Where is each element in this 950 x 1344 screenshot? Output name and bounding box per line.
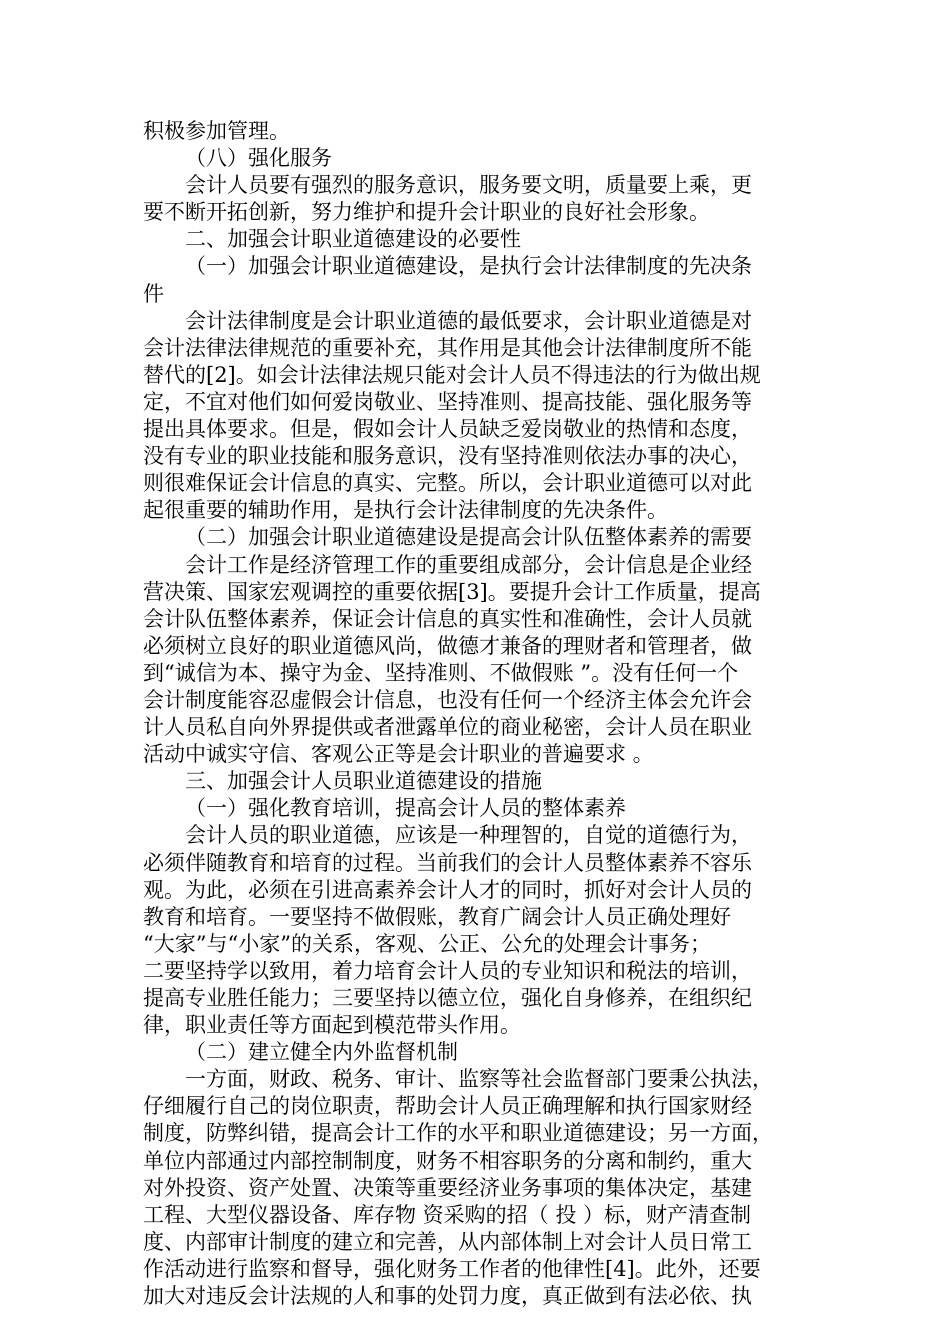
text-line: 律，职业责任等方面起到模范带头作用。: [143, 1013, 521, 1038]
text-line: 对外投资、资产处置、决策等重要经济业务事项的集体决定，基建: [143, 1175, 752, 1200]
text-line: （二）加强会计职业道德建设是提高会计队伍整体素养的需要: [185, 525, 752, 550]
text-line: 二要坚持学以致用，着力培育会计人员的专业知识和税法的培训，: [143, 958, 752, 983]
text-line: 必须树立良好的职业道德风尚，做德才兼备的理财者和管理者，做: [143, 633, 752, 658]
text-line: 提高专业胜任能力；三要坚持以德立位，强化自身修养，在组织纪: [143, 986, 752, 1010]
text-line: （八）强化服务: [185, 146, 332, 171]
text-line: 件: [143, 281, 164, 306]
text-line: 会计制度能容忍虚假会计信息，也没有任何一个经济主体会允许会: [143, 687, 752, 712]
text-line: （一）加强会计职业道德建设，是执行会计法律制度的先决条: [185, 254, 752, 279]
text-line: 教育和培育。一要坚持不做假账，教育广阔会计人员正确处理好: [143, 904, 731, 929]
text-line: 二、加强会计职业道德建设的必要性: [185, 227, 521, 252]
text-line: 制度，防弊纠错，提高会计工作的水平和职业道德建设；另一方面，: [143, 1121, 773, 1146]
text-line: 仔细履行自己的岗位职责，帮助会计人员正确理解和执行国家财经: [143, 1094, 752, 1119]
text-line: 一方面，财政、税务、审计、监察等社会监督部门要秉公执法，: [185, 1067, 773, 1092]
text-line: 会计人员的职业道德，应该是一种理智的，自觉的道德行为，: [185, 823, 752, 848]
text-line: 三、加强会计人员职业道德建设的措施: [185, 769, 542, 794]
text-line: 提出具体要求。但是，假如会计人员缺乏爱岗敬业的热情和态度，: [143, 417, 752, 442]
text-line: 会计工作是经济管理工作的重要组成部分，会计信息是企业经: [185, 552, 752, 577]
text-line: 活动中诚实守信、客观公正等是会计职业的普遍要求 。: [143, 742, 654, 767]
text-line: “大家”与“小家”的关系，客观、公正、公允的处理会计事务；: [143, 931, 711, 956]
text-line: 单位内部通过内部控制制度，财务不相容职务的分离和制约，重大: [143, 1148, 752, 1173]
text-line: 要不断开拓创新，努力维护和提升会计职业的良好社会形象。: [143, 200, 710, 225]
text-line: 积极参加管理。: [143, 119, 290, 143]
text-line: 替代的[2]。如会计法律法规只能对会计人员不得违法的行为做出规: [143, 362, 761, 387]
document-page: [143, 118, 803, 1310]
text-line: 会计队伍整体素养，保证会计信息的真实性和准确性，会计人员就: [143, 606, 752, 631]
text-line: 观。为此，必须在引进高素养会计人才的同时，抓好对会计人员的: [143, 877, 752, 902]
text-line: 起很重要的辅助作用，是执行会计法律制度的先决条件。: [143, 498, 668, 523]
text-line: 必须伴随教育和培育的过程。当前我们的会计人员整体素养不容乐: [143, 850, 752, 875]
text-line: （一）强化教育培训，提高会计人员的整体素养: [185, 796, 626, 821]
text-line: 会计法律制度是会计职业道德的最低要求，会计职业道德是对: [185, 308, 752, 333]
text-line: 工程、大型仪器设备、库存物 资采购的招（ 投 ）标，财产清查制: [143, 1202, 752, 1227]
text-line: 则很难保证会计信息的真实、完整。所以，会计职业道德可以对此: [143, 471, 752, 496]
text-line: 会计法律法律规范的重要补充，其作用是其他会计法律制度所不能: [143, 335, 752, 360]
text-line: 到“诚信为本、操守为金、坚持准则、不做假账 ”。没有任何一个: [143, 660, 739, 685]
text-line: 度、内部审计制度的建立和完善，从内部体制上对会计人员日常工: [143, 1229, 752, 1254]
text-line: 加大对违反会计法规的人和事的处罚力度，真正做到有法必依、执: [143, 1284, 752, 1309]
text-line: 定，不宜对他们如何爱岗敬业、坚持准则、提高技能、强化服务等: [143, 389, 752, 414]
text-line: 营决策、国家宏观调控的重要依据[3]。要提升会计工作质量，提高: [143, 579, 761, 604]
text-line: 计人员私自向外界提供或者泄露单位的商业秘密，会计人员在职业: [143, 715, 752, 740]
text-line: 作活动进行监察和督导，强化财务工作者的他律性[4]。此外，还要: [143, 1256, 761, 1281]
text-line: （二）建立健全内外监督机制: [185, 1040, 458, 1065]
text-line: 没有专业的职业技能和服务意识，没有坚持准则依法办事的决心，: [143, 444, 752, 469]
text-line: 会计人员要有强烈的服务意识，服务要文明，质量要上乘，更: [185, 173, 752, 198]
